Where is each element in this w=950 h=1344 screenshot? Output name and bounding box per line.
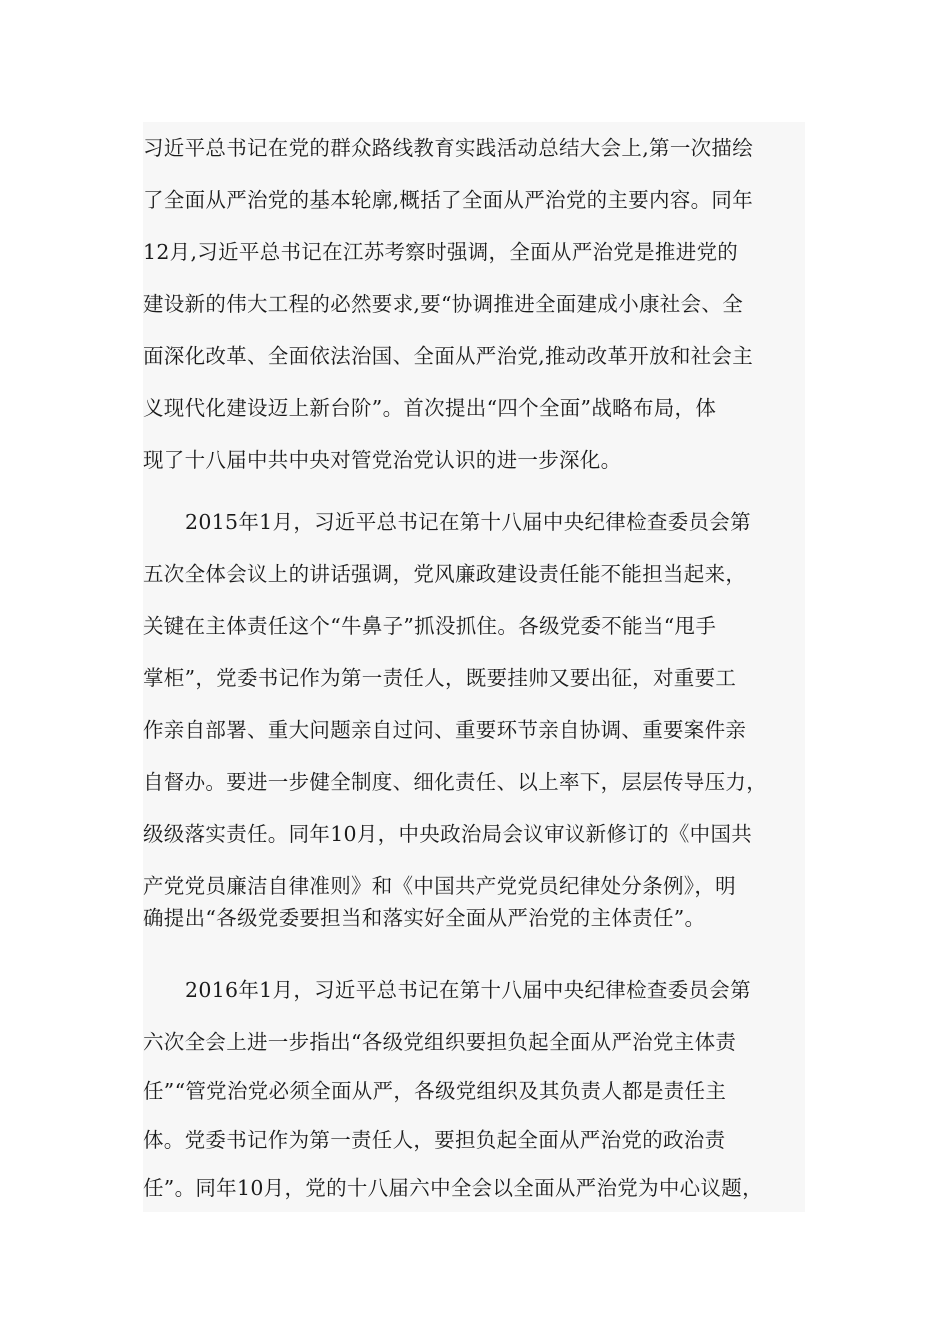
paragraph-line: 产党党员廉洁自律准则》和《中国共产党党员纪律处分条例》，明 [143, 874, 736, 898]
paragraph-line: 自督办。要进一步健全制度、细化责任、以上率下，层层传导压力， [143, 770, 767, 794]
paragraph-line: 面深化改革、全面依法治国、全面从严治党,推动改革开放和社会主 [143, 344, 754, 368]
paragraph-line: 现了十八届中共中央对管党治党认识的进一步深化。 [143, 448, 622, 472]
paragraph-line: 掌柜”，党委书记作为第一责任人，既要挂帅又要出征，对重要工 [143, 666, 737, 690]
paragraph-line: 任”。同年10月，党的十八届六中全会以全面从严治党为中心议题， [143, 1176, 763, 1200]
paragraph-line: 2016年1月，习近平总书记在第十八届中央纪律检查委员会第 [185, 978, 751, 1002]
paragraph-line: 义现代化建设迈上新台阶”。首次提出“四个全面”战略布局，体 [143, 396, 717, 420]
paragraph-line: 确提出“各级党委要担当和落实好全面从严治党的主体责任”。 [143, 906, 706, 930]
paragraph-line: 五次全体会议上的讲话强调，党风廉政建设责任能不能担当起来， [143, 562, 747, 586]
paragraph-line: 任”“管党治党必须全面从严，各级党组织及其负责人都是责任主 [143, 1079, 727, 1103]
paragraph-line: 六次全会上进一步指出“各级党组织要担负起全面从严治党主体责 [143, 1030, 737, 1054]
paragraph-line: 12月,习近平总书记在江苏考察时强调，全面从严治党是推进党的 [143, 240, 739, 264]
paragraph-line: 级级落实责任。同年10月，中央政治局会议审议新修订的《中国共 [143, 822, 753, 846]
paragraph-line: 体。党委书记作为第一责任人，要担负起全面从严治党的政治责 [143, 1128, 726, 1152]
paragraph-line: 建设新的伟大工程的必然要求,要“协调推进全面建成小康社会、全 [143, 292, 743, 316]
paragraph-line: 作亲自部署、重大问题亲自过问、重要环节亲自协调、重要案件亲 [143, 718, 747, 742]
paragraph-line: 关键在主体责任这个“牛鼻子”抓没抓住。各级党委不能当“甩手 [143, 614, 717, 638]
paragraph-1 [143, 122, 805, 486]
paragraph-line: 习近平总书记在党的群众路线教育实践活动总结大会上,第一次描绘 [143, 136, 754, 160]
paragraph-line: 了全面从严治党的基本轮廓,概括了全面从严治党的主要内容。同年 [143, 188, 754, 212]
paragraph-2 [143, 486, 805, 950]
paragraph-3 [143, 950, 805, 1212]
paragraph-line: 2015年1月，习近平总书记在第十八届中央纪律检查委员会第 [185, 510, 751, 534]
